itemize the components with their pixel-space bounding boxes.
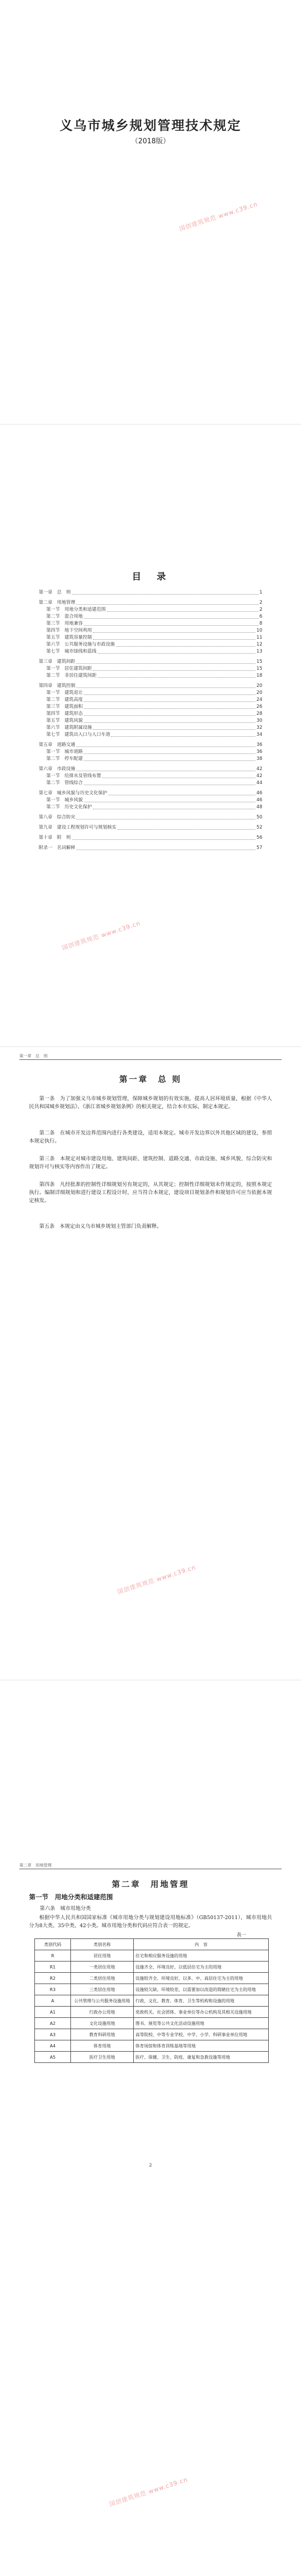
table-header-content: 内 容 [134, 1939, 269, 1950]
table-cell-code: A2 [35, 2018, 71, 2029]
toc-entry[interactable] [39, 814, 262, 821]
document-title: 义乌市城乡规划管理技术规定 [60, 118, 241, 133]
table-row [35, 1995, 269, 2007]
table-cell-name: 二类居住用地 [71, 1973, 134, 1984]
toc-leader-dots [84, 722, 255, 723]
table-of-contents [39, 589, 262, 852]
section-title: 第一节 用地分类和适建范围 [29, 1893, 113, 1901]
toc-leader-dots [76, 663, 255, 664]
page-number: 2 [149, 2163, 152, 2168]
toc-entry-page: 8 [259, 621, 262, 626]
toc-entry[interactable] [39, 665, 262, 672]
toc-entry-page: 15 [256, 659, 262, 664]
toc-entry-label: 第六节 建筑附属设施 [46, 725, 92, 730]
toc-leader-dots [98, 653, 256, 654]
toc-entry-label: 第二节 混合用地 [46, 614, 83, 619]
toc-leader-dots [116, 646, 256, 647]
toc-entry[interactable] [39, 613, 262, 620]
toc-entry-page: 50 [256, 815, 262, 820]
toc-entry-page: 18 [256, 673, 262, 678]
toc-entry[interactable] [39, 683, 262, 690]
table-row [35, 2052, 269, 2063]
table-cell-code: A3 [35, 2029, 71, 2040]
toc-leader-dots [84, 753, 255, 754]
toc-entry-page: 48 [256, 804, 262, 810]
toc-entry-label: 第二节 历史文化保护 [46, 804, 92, 810]
toc-entry-label: 第一节 城乡风貌 [46, 797, 83, 803]
toc-leader-dots [118, 829, 256, 830]
toc-entry-page: 56 [256, 835, 262, 840]
toc-entry-label: 第六节 公共服务设施与市政设施 [46, 642, 115, 647]
toc-entry-label: 第二节 停车配建 [46, 756, 83, 762]
toc-entry-page: 57 [256, 845, 262, 851]
toc-entry-page: 46 [256, 797, 262, 803]
toc-entry-page: 46 [256, 791, 262, 796]
toc-entry[interactable] [39, 697, 262, 704]
toc-leader-dots [84, 760, 255, 761]
table-cell-name: 一类居住用地 [71, 1962, 134, 1973]
toc-entry[interactable] [39, 641, 262, 648]
table-cell-name: 文化设施用地 [71, 2018, 134, 2029]
toc-entry-label: 第五节 建筑容量控制 [46, 635, 92, 640]
toc-entry-label: 第十章 附 则 [39, 835, 71, 840]
table-header-row [35, 1939, 269, 1950]
paragraph: 第五条 本规定由义乌市城乡规划主管部门负责解释。 [39, 1224, 162, 1230]
toc-leader-dots [76, 687, 255, 688]
table-cell-content: 住宅和相应服务设施的用地 [134, 1950, 269, 1962]
toc-entry[interactable] [39, 620, 262, 627]
toc-entry[interactable] [39, 704, 262, 711]
toc-leader-dots [84, 625, 259, 626]
toc-entry[interactable] [39, 824, 262, 831]
table-cell-content: 行政、文化、教育、体育、卫生等机构和设施的用地 [134, 1995, 269, 2007]
toc-entry-page: 15 [256, 666, 262, 671]
toc-entry-page: 10 [256, 628, 262, 633]
paragraph: 第三条 本规定对城市建设用地、建筑间距、建筑控制、道路交通、市政设施、城乡风貌、综合防灾和规划许可与核实等内容作出了规定。 [29, 1156, 272, 1170]
toc-entry-label: 第二节 非居住建筑间距 [46, 673, 97, 678]
running-header: 第一章 总 则 [19, 1053, 48, 1058]
toc-entry-page: 1 [259, 590, 262, 595]
watermark: 国创建筑规范 www.c39.cn [108, 2476, 189, 2508]
table-header-name: 类别名称 [71, 1939, 134, 1950]
toc-entry-page: 38 [256, 756, 262, 762]
toc-entry-page: 30 [256, 718, 262, 723]
toc-leader-dots [84, 694, 255, 695]
table-row [35, 2029, 269, 2040]
document-edition: （2018版） [131, 137, 170, 145]
toc-entry[interactable] [39, 627, 262, 634]
toc-entry-label: 第七节 城市绿线和蓝线 [46, 649, 97, 654]
paragraph: 根据中华人民共和国国家标准《城市用地分类与规划建设用地标准》（GB50137-2011），城市用地共分为8大类、35中类、42小类。城市用地分类和代码应符合表一的规定。 [29, 1915, 272, 1929]
toc-entry[interactable] [39, 773, 262, 780]
table-row [35, 1984, 269, 1995]
toc-entry-label: 第二节 管线综合 [46, 780, 83, 786]
toc-entry-label: 第一节 城市道路 [46, 749, 83, 755]
table-cell-name: 体育用地 [71, 2040, 134, 2052]
toc-entry-page: 12 [256, 642, 262, 647]
toc-entry[interactable] [39, 797, 262, 804]
table-cell-content: 党政机关、社会团体、事业单位等办公机构及其相关设施用地 [134, 2007, 269, 2018]
table-cell-name: 教育科研用地 [71, 2029, 134, 2040]
toc-entry-page: 11 [256, 635, 262, 640]
toc-leader-dots [93, 670, 255, 671]
toc-entry[interactable] [39, 718, 262, 724]
toc-entry-label: 第二节 建筑高度 [46, 697, 83, 702]
toc-entry[interactable] [39, 599, 262, 606]
chapter-title: 第一章 总 则 [119, 1074, 182, 1084]
toc-entry[interactable] [39, 749, 262, 756]
toc-entry-page: 24 [256, 697, 262, 702]
table-row [35, 1973, 269, 1984]
toc-leader-dots [111, 736, 255, 737]
watermark: 国创建筑规范 www.c39.cn [61, 919, 141, 952]
toc-leader-dots [98, 677, 256, 678]
toc-entry[interactable] [39, 658, 262, 665]
toc-entry[interactable] [39, 756, 262, 763]
paragraph: 第四条 凡经批准的控制性详细规划另有规定的，从其规定；控制性详细规划未作规定的，按照本规定执行。编制详细规划和进行建设工程设计时，应当符合本规定，建设项目规划条件和规划许可应当依据本规定核发。 [29, 1182, 272, 1204]
header-rule [19, 1059, 282, 1060]
cover-page [0, 0, 301, 419]
toc-entry-label: 第六章 市政设施 [39, 766, 76, 772]
table-cell-content: 设施较齐全、环境良好，以多、中、高层住宅为主的用地 [134, 1973, 269, 1984]
toc-entry-label: 第四节 地下空间利用 [46, 628, 92, 633]
toc-entry[interactable] [39, 766, 262, 773]
toc-entry-page: 20 [256, 683, 262, 689]
toc-entry-label: 第一节 给排水及管线布置 [46, 773, 102, 779]
toc-entry-label: 第四节 建筑形态 [46, 711, 83, 716]
toc-entry-page: 32 [256, 725, 262, 730]
toc-entry-page: 2 [259, 607, 262, 612]
table-caption: 表一 [236, 1933, 247, 1938]
toc-entry[interactable] [39, 790, 262, 797]
table-cell-code: R3 [35, 1984, 71, 1995]
toc-entry-page: 2 [259, 600, 262, 605]
toc-entry[interactable] [39, 589, 262, 596]
toc-entry[interactable] [39, 835, 262, 841]
toc-heading: 目 录 [132, 572, 169, 582]
table-cell-content: 体育场馆和体育训练基地等用地 [134, 2040, 269, 2052]
toc-leader-dots [72, 594, 259, 595]
table-row [35, 2007, 269, 2018]
table-header-code: 类别代码 [35, 1939, 71, 1950]
toc-entry-label: 第五章 道路交通 [39, 742, 76, 748]
land-use-table [34, 1938, 269, 2063]
article-title: 第六条 城市用地分类 [40, 1906, 91, 1912]
toc-entry-page: 42 [256, 773, 262, 779]
table-cell-content: 医疗、保健、卫生、防疫、康复和急救设施等用地 [134, 2052, 269, 2063]
table-row [35, 2018, 269, 2029]
table-cell-code: R2 [35, 1973, 71, 1984]
watermark: 国创建筑规范 www.c39.cn [178, 200, 259, 233]
table-cell-code: A4 [35, 2040, 71, 2052]
toc-entry-label: 第一节 居住建筑间距 [46, 666, 92, 671]
toc-entry-label: 第五节 建筑风貌 [46, 718, 83, 723]
toc-entry-label: 附录一 名词解释 [39, 845, 76, 851]
toc-entry-page: 6 [259, 614, 262, 619]
table-row [35, 1962, 269, 1973]
toc-leader-dots [84, 618, 259, 619]
toc-entry[interactable] [39, 742, 262, 749]
table-cell-code: A5 [35, 2052, 71, 2063]
toc-entry-page: 36 [256, 742, 262, 748]
toc-entry[interactable] [39, 711, 262, 718]
table-cell-code: A1 [35, 2007, 71, 2018]
toc-entry-label: 第七章 城乡风貌与历史文化保护 [39, 791, 108, 796]
paragraph: 第二条 在城市开发边界范围内进行各类建设，适用本规定。城市开发边界以外其他区域的建设，参照本规定执行。 [29, 1130, 272, 1144]
toc-leader-dots [76, 604, 259, 605]
toc-entry-label: 第一节 建筑退让 [46, 690, 83, 696]
toc-entry[interactable] [39, 634, 262, 641]
toc-entry-label: 第九章 建设工程规划许可与规划核实 [39, 825, 117, 830]
toc-entry-page: 20 [256, 690, 262, 696]
toc-entry-page: 13 [256, 649, 262, 654]
running-header: 第二章 用地管理 [19, 1863, 52, 1868]
toc-leader-dots [93, 729, 255, 730]
toc-leader-dots [72, 839, 256, 840]
table-cell-content: 高等院校、中等专业学校、中学、小学、科研事业单位用地 [134, 2029, 269, 2040]
table-cell-content: 设施齐全、环境良好，以低层住宅为主的用地 [134, 1962, 269, 1973]
toc-entry-label: 第一节 用地分类和适建范围 [46, 607, 106, 612]
toc-entry[interactable] [39, 648, 262, 655]
toc-entry[interactable] [39, 731, 262, 738]
table-cell-content: 图书、展览等公共文化活动设施用地 [134, 2018, 269, 2029]
toc-entry[interactable] [39, 724, 262, 731]
table-cell-code: R [35, 1950, 71, 1962]
toc-entry-label: 第三节 建筑面积 [46, 704, 83, 709]
toc-entry-label: 第四章 建筑控制 [39, 683, 76, 689]
table-cell-code: R1 [35, 1962, 71, 1973]
toc-entry[interactable] [39, 606, 262, 613]
toc-entry-page: 34 [256, 732, 262, 737]
toc-entry[interactable] [39, 804, 262, 811]
toc-entry-page: 26 [256, 704, 262, 709]
toc-entry[interactable] [39, 780, 262, 787]
table-cell-content: 设施较欠缺、环境较差，以需要加以改造的简陋住宅为主的用地 [134, 1984, 269, 1995]
table-cell-name: 医疗卫生用地 [71, 2052, 134, 2063]
table-cell-code: A [35, 1995, 71, 2007]
toc-entry-label: 第二章 用地管理 [39, 600, 76, 605]
toc-entry-label: 第三节 用地兼容 [46, 621, 83, 626]
toc-entry-page: 28 [256, 711, 262, 716]
toc-entry-page: 52 [256, 825, 262, 830]
toc-entry-page: 36 [256, 749, 262, 755]
table-cell-name: 公共管理与公共服务设施用地 [71, 1995, 134, 2007]
toc-leader-dots [107, 611, 259, 612]
toc-leader-dots [93, 639, 255, 640]
paragraph: 第一条 为了加强义乌市城乡规划管理，保障城乡规划的有效实施，提高人居环境质量，根据《中华人民共和国城乡规划法》、《浙江省城乡规划条例》的相关规定，结合本市实际，制定本规定。 [29, 1096, 272, 1110]
toc-leader-dots [84, 701, 255, 702]
toc-entry-label: 第七节 建筑出入口与人口车道 [46, 732, 111, 737]
toc-entry-label: 第八章 综合防灾 [39, 815, 76, 820]
chapter-title: 第二章 用地管理 [111, 1879, 189, 1889]
table-cell-name: 三类居住用地 [71, 1984, 134, 1995]
toc-entry[interactable] [39, 690, 262, 697]
toc-entry-label: 第一章 总 则 [39, 590, 71, 595]
watermark: 国创建筑规范 www.c39.cn [116, 1563, 197, 1596]
toc-leader-dots [84, 715, 255, 716]
table-row [35, 2040, 269, 2052]
page-separator [0, 1046, 301, 1047]
table-cell-name: 居住用地 [71, 1950, 134, 1962]
toc-entry-label: 第三章 建筑间距 [39, 659, 76, 664]
toc-entry-page: 42 [256, 766, 262, 772]
table-row [35, 1950, 269, 1962]
toc-leader-dots [93, 632, 255, 633]
toc-leader-dots [84, 708, 255, 709]
toc-entry[interactable] [39, 672, 262, 679]
page-separator [0, 424, 301, 425]
toc-entry[interactable] [39, 845, 262, 852]
table-cell-name: 行政办公用地 [71, 2007, 134, 2018]
toc-entry-page: 44 [256, 780, 262, 786]
